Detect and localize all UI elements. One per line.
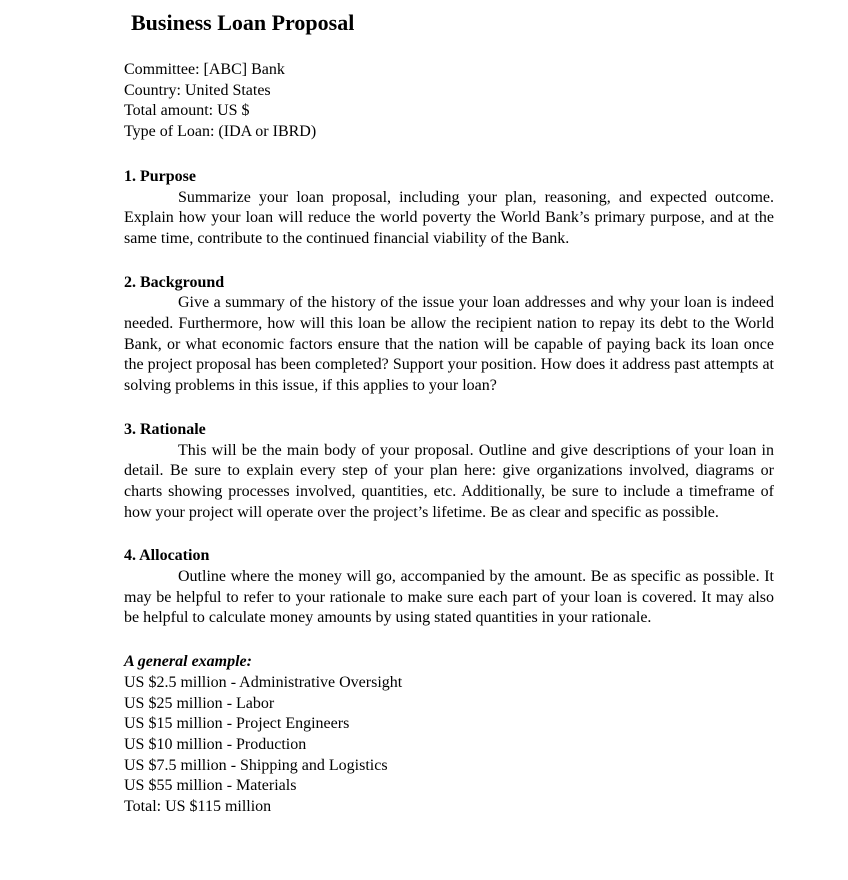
meta-loan-type bbox=[124, 122, 774, 143]
meta-value: US $ bbox=[217, 102, 250, 120]
example-label: Materials bbox=[236, 777, 297, 795]
meta-label: Total amount: bbox=[124, 102, 214, 120]
section-heading: 1. Purpose bbox=[124, 167, 196, 185]
section-purpose bbox=[124, 167, 774, 250]
section-allocation bbox=[124, 546, 774, 629]
example-label: Project Engineers bbox=[236, 715, 350, 733]
example-heading: A general example: bbox=[124, 653, 252, 671]
example-separator: - bbox=[226, 673, 240, 691]
meta-label: Type of Loan: bbox=[124, 123, 215, 141]
section-rationale bbox=[124, 420, 774, 524]
meta-total-amount bbox=[124, 101, 774, 122]
example-item bbox=[124, 673, 774, 694]
example-amount: US $10 million bbox=[124, 735, 223, 753]
example-item bbox=[124, 776, 774, 797]
section-body: Give a summary of the history of the issue your loan addresses and why your loan is indeed needed. Furthermore, how will this loan be allow the recipient nation to repay its debt to the World Bank, or what economic factors ensure that the nation will be capable of paying back its loan once the project proposal has been completed? Support your position. How does it address past attempts at solving problems in this issue, if this applies to your loan? bbox=[124, 294, 774, 395]
section-heading: 2. Background bbox=[124, 273, 225, 291]
example-item bbox=[124, 694, 774, 715]
example-total: Total: US $115 million bbox=[124, 798, 272, 816]
allocation-example bbox=[124, 652, 774, 818]
example-label: Production bbox=[236, 735, 307, 753]
example-label: Shipping and Logistics bbox=[240, 756, 388, 774]
example-item bbox=[124, 714, 774, 735]
meta-value: [ABC] Bank bbox=[203, 61, 285, 78]
example-label: Administrative Oversight bbox=[239, 673, 403, 691]
meta-label: Country: bbox=[124, 81, 181, 99]
example-item bbox=[124, 735, 774, 756]
meta-country bbox=[124, 81, 774, 102]
example-separator: - bbox=[226, 756, 241, 774]
section-body: Summarize your loan proposal, including your plan, reasoning, and expected outcome. Explain how your loan will reduce the world poverty the World Bank’s primary purpose, and at the same time, contribute to the continued financial viability of the Bank. bbox=[124, 188, 774, 247]
section-heading: 4. Allocation bbox=[124, 547, 210, 565]
example-amount: US $15 million bbox=[124, 715, 223, 733]
example-amount: US $2.5 million bbox=[124, 673, 227, 691]
section-body: This will be the main body of your proposal. Outline and give descriptions of your loan in detail. Be sure to explain every step of your plan here: give organizations involved, diagrams or charts showing processes involved, quantities, etc. Additionally, be sure to include a timeframe of how your project will operate over the project’s lifetime. Be as clear and specific as possible. bbox=[124, 441, 774, 521]
section-background bbox=[124, 273, 774, 397]
document-content bbox=[124, 60, 774, 818]
proposal-meta bbox=[124, 60, 774, 143]
example-amount: US $7.5 million bbox=[124, 756, 227, 774]
example-separator: - bbox=[222, 715, 237, 733]
meta-committee bbox=[124, 60, 774, 81]
example-separator: - bbox=[222, 735, 237, 753]
example-amount: US $55 million bbox=[124, 777, 223, 795]
example-item bbox=[124, 756, 774, 777]
meta-value: United States bbox=[184, 81, 271, 99]
section-body: Outline where the money will go, accompanied by the amount. Be as specific as possible. It may be helpful to refer to your rationale to make sure each part of your loan is covered. It may also be helpful to calculate money amounts by using stated quantities in your rationale. bbox=[124, 568, 774, 627]
example-separator: - bbox=[222, 694, 237, 712]
example-amount: US $25 million bbox=[124, 694, 223, 712]
document-title: Business Loan Proposal bbox=[131, 10, 355, 35]
meta-label: Committee: bbox=[124, 61, 200, 78]
section-heading: 3. Rationale bbox=[124, 420, 206, 438]
example-separator: - bbox=[222, 777, 237, 795]
example-label: Labor bbox=[236, 694, 275, 712]
meta-value: (IDA or IBRD) bbox=[218, 123, 317, 141]
